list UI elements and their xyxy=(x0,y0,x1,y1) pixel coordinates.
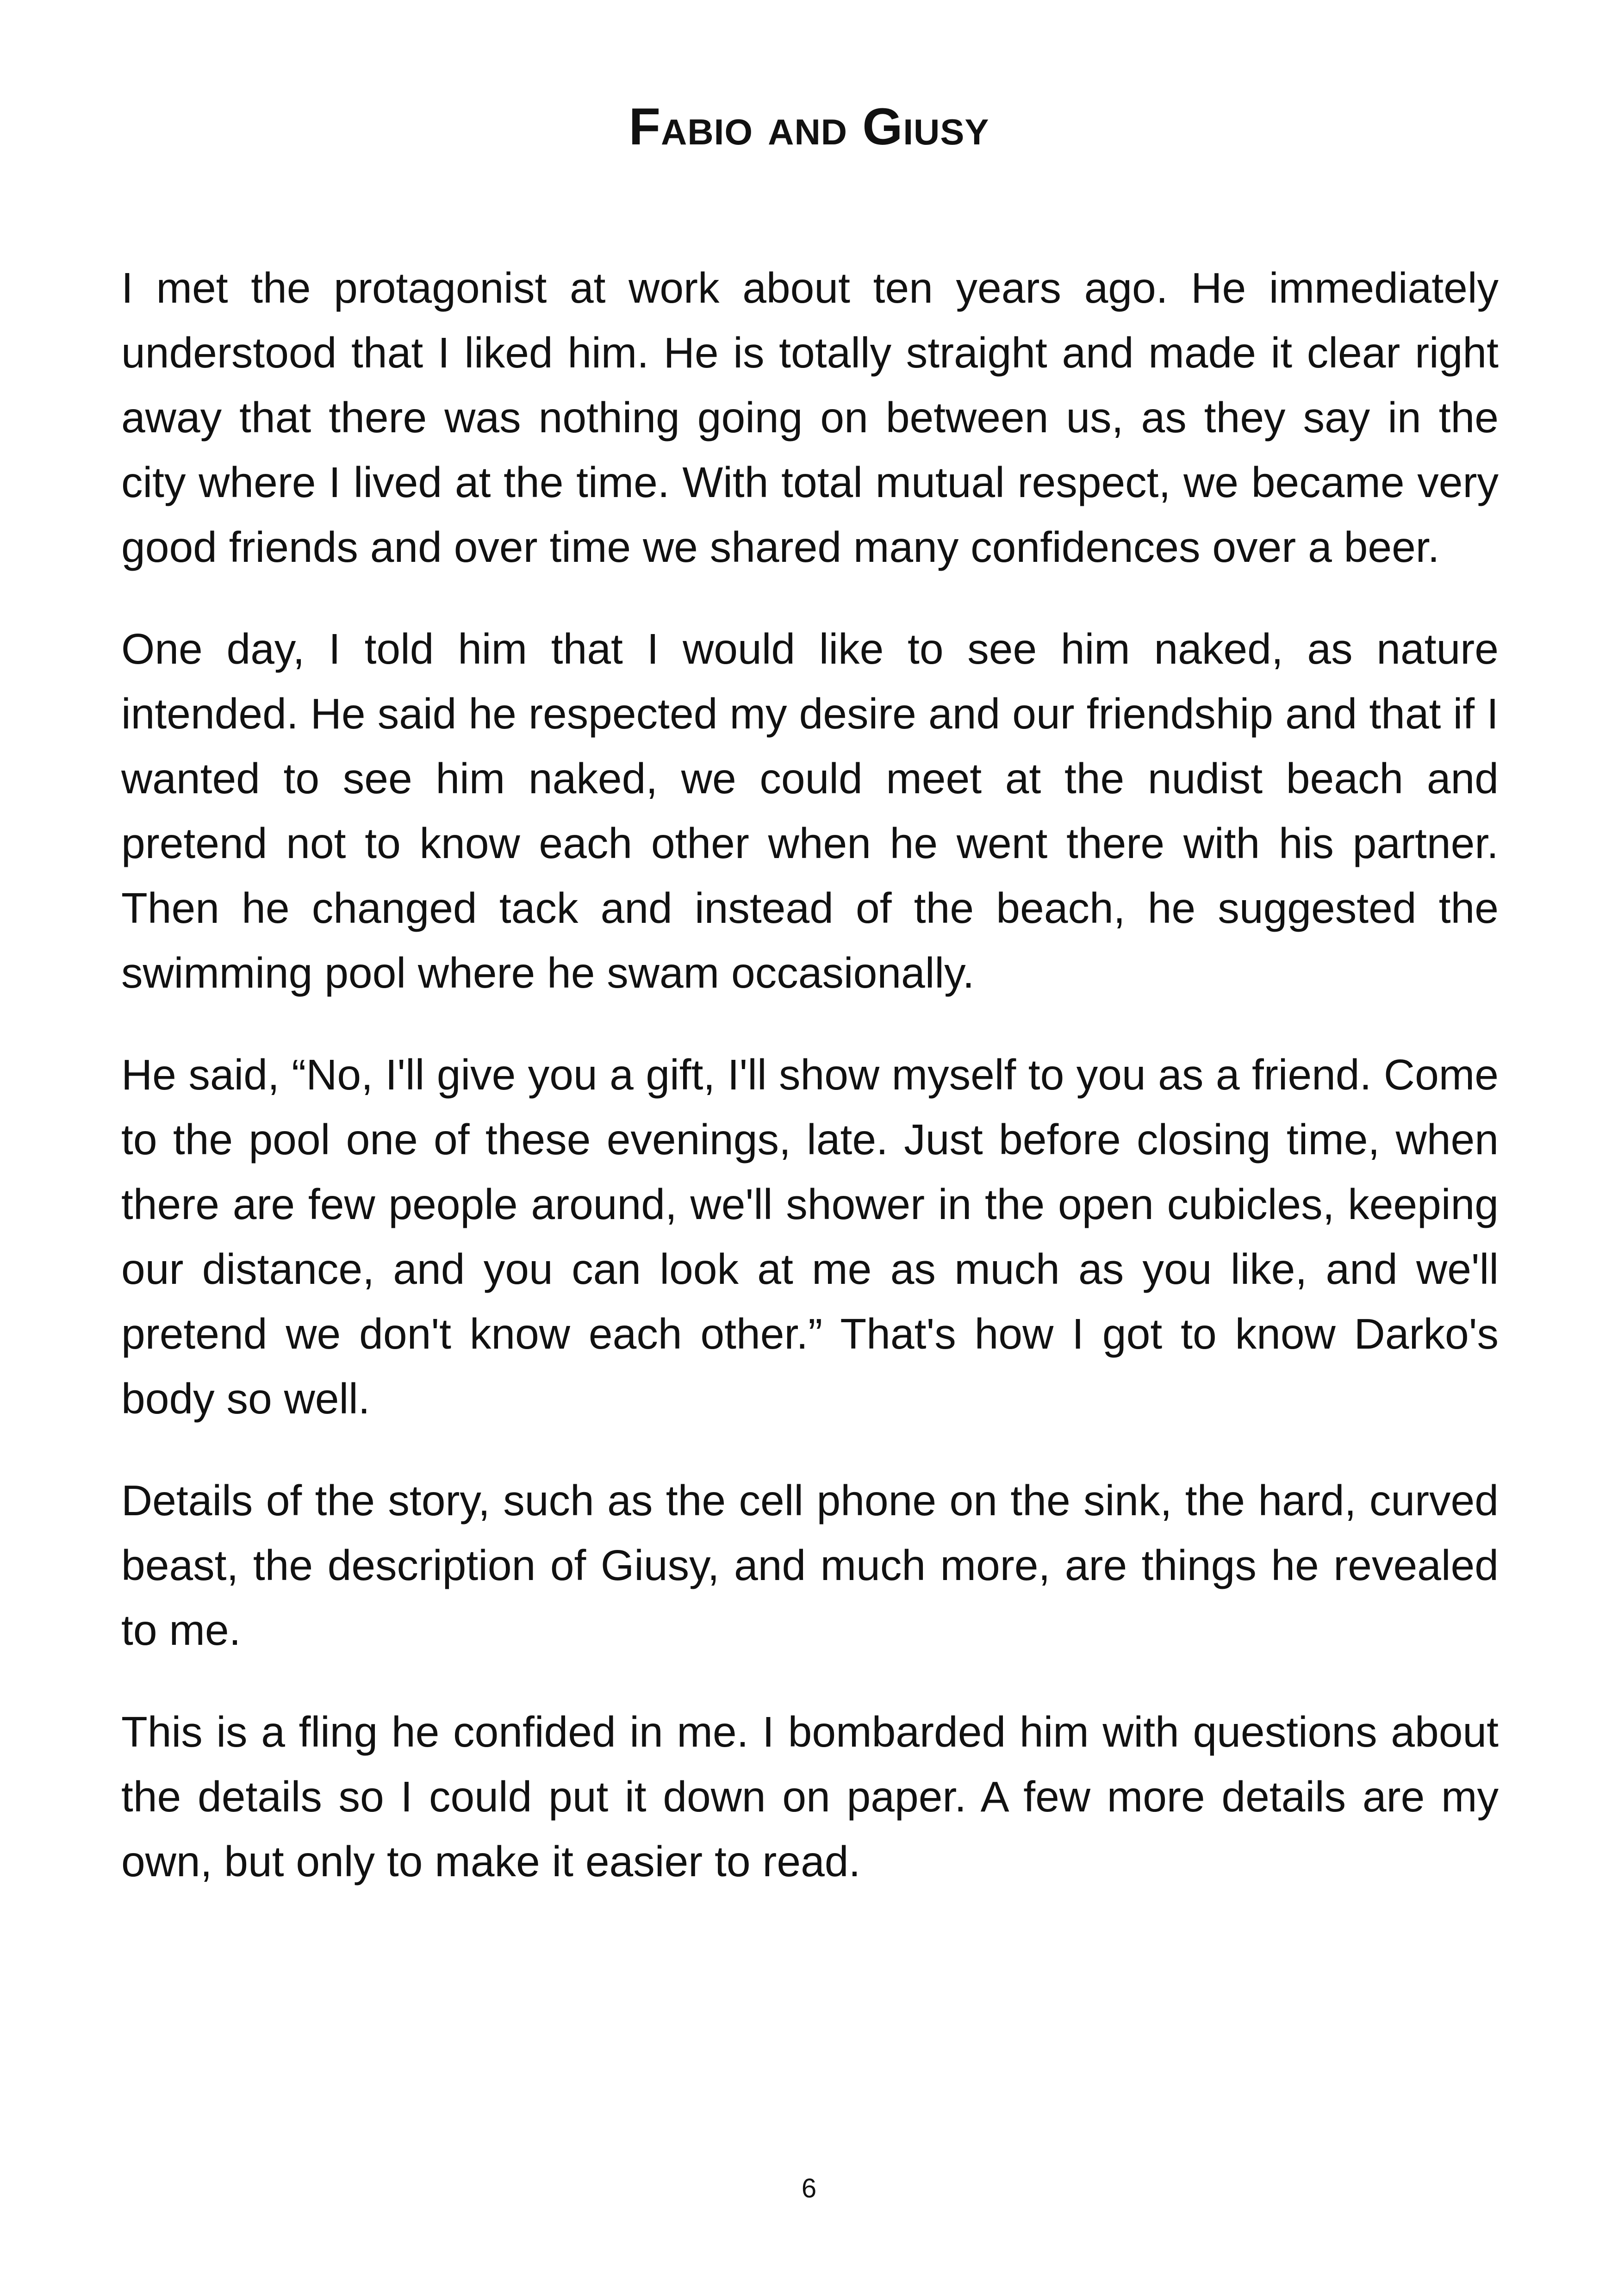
body-text xyxy=(121,255,1499,1931)
paragraph-2: One day, I told him that I would like to see him naked, as nature intended. He said he respected my desire and our friendship and that if I wanted to see him naked, we could meet at the nudist beach and pretend not to know each other when he went there with his partner. Then he changed tack and instead of the beach, he suggested the swimming pool where he swam occasionally. xyxy=(121,625,1499,997)
paragraph-1: I met the protagonist at work about ten years ago. He immediately understood that I liked him. He is totally straight and made it clear right away that there was nothing going on between us, as they say in the city where I lived at the time. With total mutual respect, we became very good friends and over time we shared many confidences over a beer. xyxy=(121,264,1499,571)
paragraph-3: He said, “No, I'll give you a gift, I'll show myself to you as a friend. Come to the pool one of these evenings, late. Just before closing time, when there are few people around, we'll shower in the open cubicles, keeping our distance, and you can look at me as much as you like, and we'll pretend we don't know each other.” That's how I got to know Darko's body so well. xyxy=(121,1051,1499,1423)
page-number: 6 xyxy=(801,2173,817,2203)
paragraph-5: This is a fling he confided in me. I bombarded him with questions about the details so I could put it down on paper. A few more details are my own, but only to make it easier to read. xyxy=(121,1708,1499,1885)
page-title: Fabio and Giusy xyxy=(629,98,989,156)
paragraph-4: Details of the story, such as the cell phone on the sink, the hard, curved beast, the description of Giusy, and much more, are things he revealed to me. xyxy=(121,1476,1499,1654)
